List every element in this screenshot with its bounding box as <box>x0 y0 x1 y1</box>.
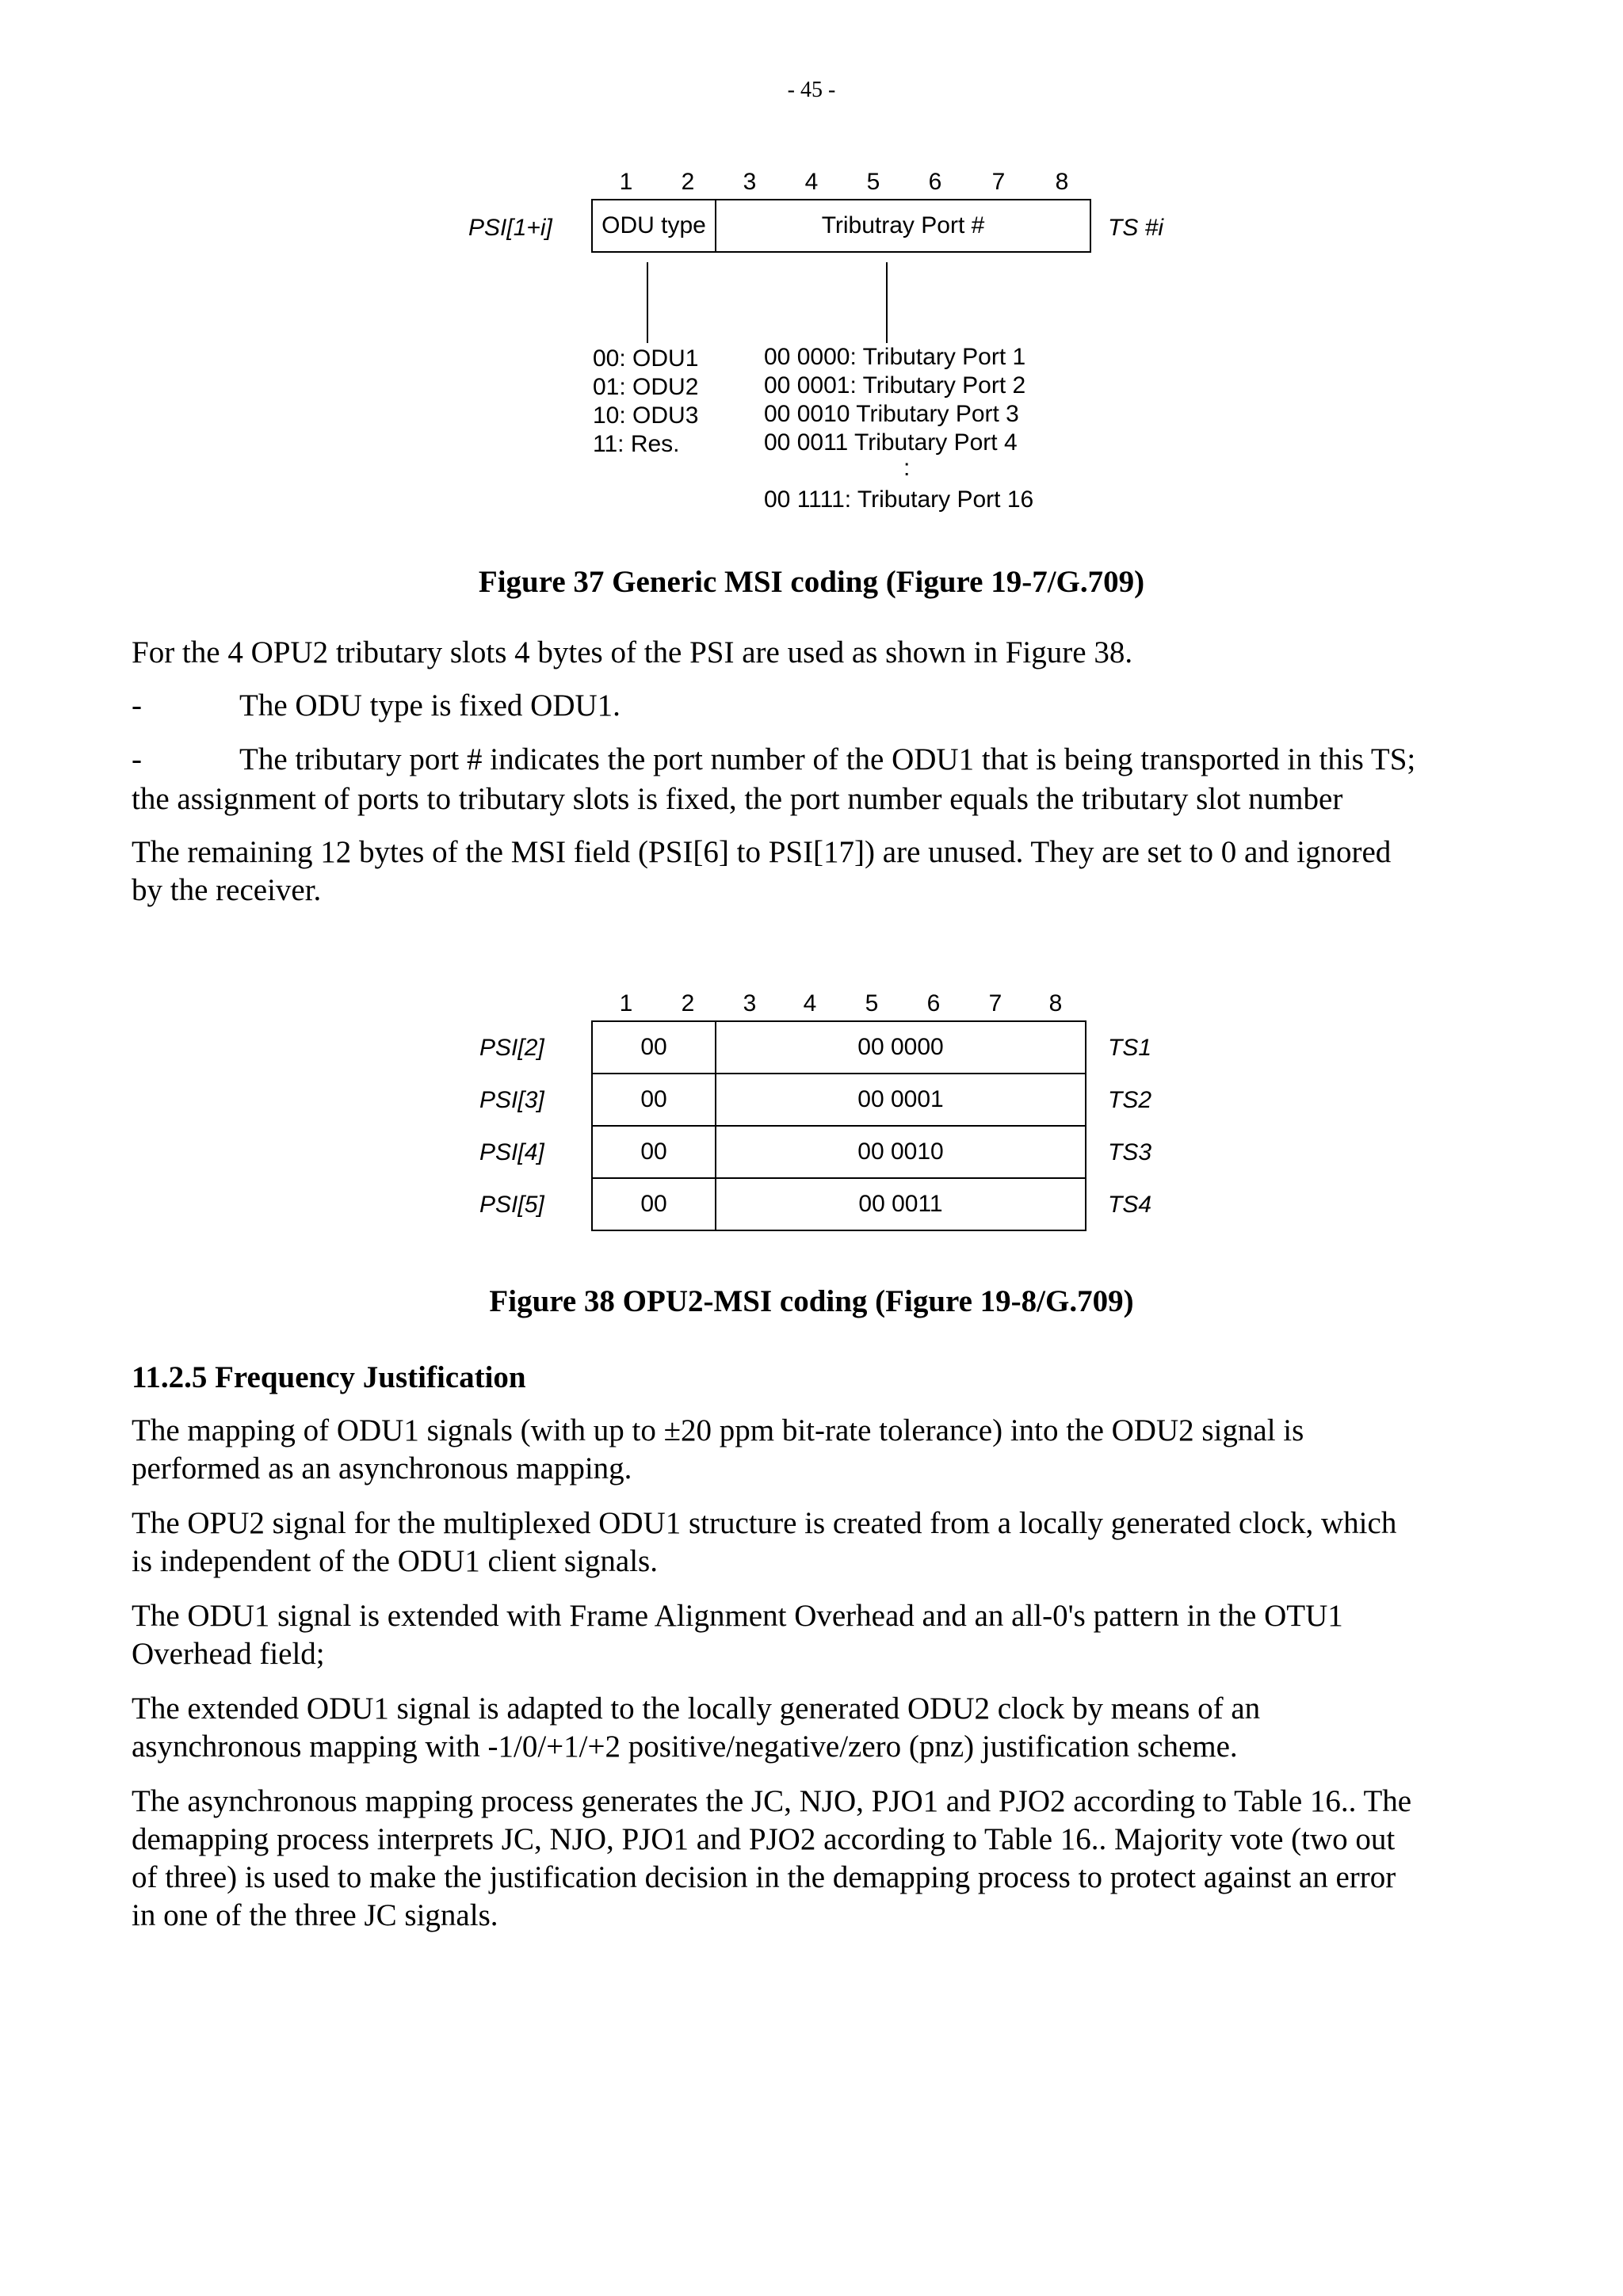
bullet-tributary-port: The tributary port # indicates the port number of the ODU1 that is being transported in this TS; <box>239 742 1416 776</box>
bit-number: 3 <box>743 169 757 195</box>
connector-line <box>647 262 648 343</box>
section-heading: 11.2.5 Frequency Justification <box>132 1360 526 1394</box>
bit-number: 6 <box>928 169 942 195</box>
port-code: 00 0001: Tributary Port 2 <box>764 372 1026 399</box>
bit-number: 3 <box>743 990 757 1016</box>
odu-type-cell <box>591 199 716 253</box>
bullet-dash: - <box>132 742 142 776</box>
bit-number: 6 <box>926 990 941 1016</box>
ts-row-label: TS3 <box>1108 1139 1152 1165</box>
odu-code: 11: Res. <box>593 431 680 457</box>
port-code: 00 0010 Tributary Port 3 <box>764 401 1019 427</box>
odu-value: 00 <box>640 1191 667 1217</box>
psi-row-label: PSI[2] <box>479 1035 544 1061</box>
connector-line <box>886 262 888 343</box>
paragraph-line: asynchronous mapping with -1/0/+1/+2 positive/negative/zero (pnz) justification scheme. <box>132 1730 1238 1764</box>
port-value: 00 0000 <box>857 1034 944 1060</box>
ts-row-label: TS1 <box>1108 1035 1152 1061</box>
paragraph-line: in one of the three JC signals. <box>132 1898 498 1932</box>
odu-cell <box>591 1073 716 1127</box>
bit-number: 7 <box>988 990 1002 1016</box>
odu-code: 10: ODU3 <box>593 402 699 429</box>
port-cell <box>715 1177 1086 1231</box>
remaining-bytes-paragraph-line: The remaining 12 bytes of the MSI field (PSI[6] to PSI[17]) are unused. They are set to 0 and ignored <box>132 835 1392 869</box>
ts-label: TS #i <box>1108 215 1164 241</box>
bit-number: 8 <box>1048 990 1063 1016</box>
bit-number: 7 <box>991 169 1006 195</box>
odu-value: 00 <box>640 1034 667 1060</box>
odu-value: 00 <box>640 1138 667 1165</box>
port-code: 00 0011 Tributary Port 4 <box>764 429 1018 456</box>
paragraph-line: performed as an asynchronous mapping. <box>132 1451 632 1486</box>
tributary-port-cell <box>715 199 1091 253</box>
ts-row-label: TS4 <box>1108 1192 1152 1218</box>
bit-number: 8 <box>1055 169 1069 195</box>
paragraph-line: demapping process interprets JC, NJO, PJO1 and PJO2 according to Table 16.. Majority vote (two out <box>132 1822 1396 1856</box>
paragraph-line: of three) is used to make the justification decision in the demapping process to protect against an error <box>132 1860 1396 1894</box>
paragraph-line: Overhead field; <box>132 1637 325 1671</box>
figure-38 <box>0 982 1623 1252</box>
psi-row-label: PSI[4] <box>479 1139 544 1165</box>
paragraph-line: is independent of the ODU1 client signals. <box>132 1544 658 1578</box>
bullet-odu-type: The ODU type is fixed ODU1. <box>239 688 621 723</box>
psi-row-label: PSI[3] <box>479 1087 544 1113</box>
bit-number: 1 <box>619 990 633 1016</box>
bullet-dash: - <box>132 688 142 723</box>
figure-37 <box>0 0 1623 602</box>
bit-number: 2 <box>681 990 695 1016</box>
odu-cell <box>591 1125 716 1179</box>
paragraph-line: The extended ODU1 signal is adapted to the locally generated ODU2 clock by means of an <box>132 1691 1261 1726</box>
odu-code: 00: ODU1 <box>593 345 699 372</box>
figure-38-caption: Figure 38 OPU2-MSI coding (Figure 19-8/G.709) <box>489 1284 1134 1318</box>
odu-code: 01: ODU2 <box>593 374 699 400</box>
ts-row-label: TS2 <box>1108 1087 1152 1113</box>
odu-value: 00 <box>640 1086 667 1112</box>
bit-number: 1 <box>619 169 633 195</box>
paragraph-line: The OPU2 signal for the multiplexed ODU1 structure is created from a locally generated clock, which <box>132 1506 1397 1540</box>
page-number: - 45 - <box>787 78 836 102</box>
psi-row-label: PSI[5] <box>479 1192 544 1218</box>
odu-cell <box>591 1177 716 1231</box>
odu-type-label: ODU type <box>601 212 706 238</box>
bit-number: 5 <box>865 990 879 1016</box>
odu-cell <box>591 1020 716 1074</box>
bit-number: 5 <box>866 169 880 195</box>
remaining-bytes-paragraph-line: by the receiver. <box>132 873 322 907</box>
port-code: 00 0000: Tributary Port 1 <box>764 344 1026 370</box>
bit-number: 2 <box>681 169 695 195</box>
paragraph-line: The mapping of ODU1 signals (with up to ±20 ppm bit-rate tolerance) into the ODU2 signal is <box>132 1413 1304 1447</box>
bit-number: 4 <box>804 169 819 195</box>
port-code-ellipsis: : <box>903 455 911 481</box>
port-value: 00 0010 <box>857 1138 944 1165</box>
port-value: 00 0011 <box>858 1191 943 1217</box>
port-value: 00 0001 <box>857 1086 944 1112</box>
port-cell <box>715 1125 1086 1179</box>
port-cell <box>715 1020 1086 1074</box>
intro-paragraph: For the 4 OPU2 tributary slots 4 bytes of the PSI are used as shown in Figure 38. <box>132 635 1133 669</box>
port-cell <box>715 1073 1086 1127</box>
bullet-tributary-port-continuation: the assignment of ports to tributary slots is fixed, the port number equals the tributary slot number <box>132 782 1343 816</box>
figure-37-caption: Figure 37 Generic MSI coding (Figure 19-7/G.709) <box>478 565 1145 599</box>
paragraph-line: The ODU1 signal is extended with Frame Alignment Overhead and an all-0's pattern in the OTU1 <box>132 1599 1343 1633</box>
bit-number: 4 <box>803 990 817 1016</box>
tributary-port-label: Tributray Port # <box>821 212 985 238</box>
paragraph-line: The asynchronous mapping process generates the JC, NJO, PJO1 and PJO2 according to Table 16.. The <box>132 1784 1412 1818</box>
port-code: 00 1111: Tributary Port 16 <box>764 486 1034 513</box>
row-label: PSI[1+i] <box>468 215 552 241</box>
